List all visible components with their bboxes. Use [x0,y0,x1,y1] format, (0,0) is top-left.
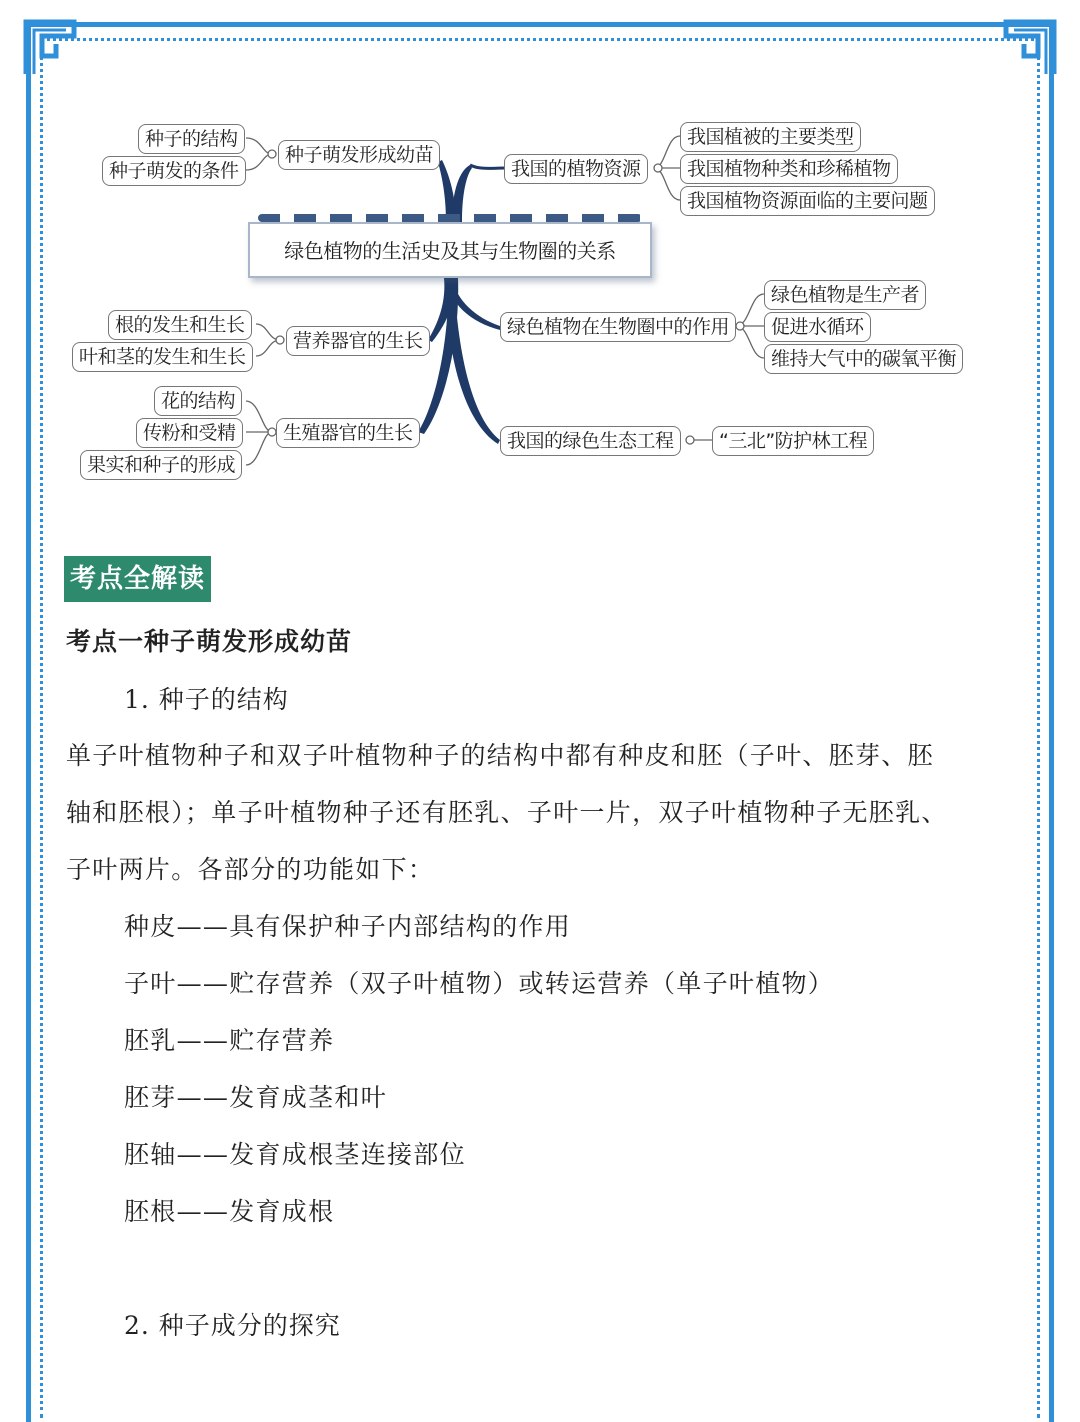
paragraph-line: 轴和胚根）；单子叶植物种子还有胚乳、子叶一片，双子叶植物种子无胚乳、 [66,798,948,827]
paragraph-line: 单子叶植物种子和双子叶植物种子的结构中都有种皮和胚（子叶、胚芽、胚 [66,741,934,770]
function-item-hypocotyl: 胚轴——发育成根茎连接部位 [124,1140,466,1169]
node-vegetative-organ-growth: 营养器官的生长 [286,326,430,356]
paragraph-line: 子叶两片。各部分的功能如下： [66,855,435,884]
function-item-plumule: 胚芽——发育成茎和叶 [124,1083,388,1112]
node-pollination: 传粉和受精 [136,418,243,448]
node-vegetation-types: 我国植被的主要类型 [680,122,861,152]
center-node-decoration [258,214,642,222]
node-rare-plants: 我国植物种类和珍稀植物 [680,154,898,184]
node-seed-germination: 种子萌发形成幼苗 [278,140,440,170]
function-item-cotyledon: 子叶——贮存营养（双子叶植物）或转运营养（单子叶植物） [124,969,835,998]
node-leaf-stem-growth: 叶和茎的发生和生长 [72,342,253,372]
node-plant-role-biosphere: 绿色植物在生物圈中的作用 [500,312,736,342]
subheading-seed-structure: 1. 种子的结构 [124,685,289,714]
node-resource-problems: 我国植物资源面临的主要问题 [680,186,935,216]
subheading-seed-composition: 2. 种子成分的探究 [124,1311,341,1340]
function-item-seed-coat: 种皮——具有保护种子内部结构的作用 [124,912,572,941]
function-item-endosperm: 胚乳——贮存营养 [124,1026,335,1055]
node-reproductive-organ-growth: 生殖器官的生长 [276,418,420,448]
mind-map-center-node: 绿色植物的生活史及其与生物圈的关系 [248,222,652,278]
node-carbon-oxygen-balance: 维持大气中的碳氧平衡 [764,344,963,374]
node-water-cycle: 促进水循环 [764,312,871,342]
node-producers: 绿色植物是生产者 [764,280,926,310]
page-heading: 考点一种子萌发形成幼苗 [66,627,353,656]
node-root-growth: 根的发生和生长 [108,310,252,340]
node-green-eco-projects: 我国的绿色生态工程 [500,426,681,456]
node-germination-conditions: 种子萌发的条件 [102,156,246,186]
node-fruit-seed-formation: 果实和种子的形成 [80,450,242,480]
node-three-north-shelterbelt: “三北”防护林工程 [712,426,874,456]
node-seed-structure: 种子的结构 [138,124,245,154]
node-flower-structure: 花的结构 [154,386,242,416]
function-item-radicle: 胚根——发育成根 [124,1197,335,1226]
node-plant-resources: 我国的植物资源 [504,154,648,184]
section-tag: 考点全解读 [64,556,211,602]
mind-map [0,0,1080,500]
